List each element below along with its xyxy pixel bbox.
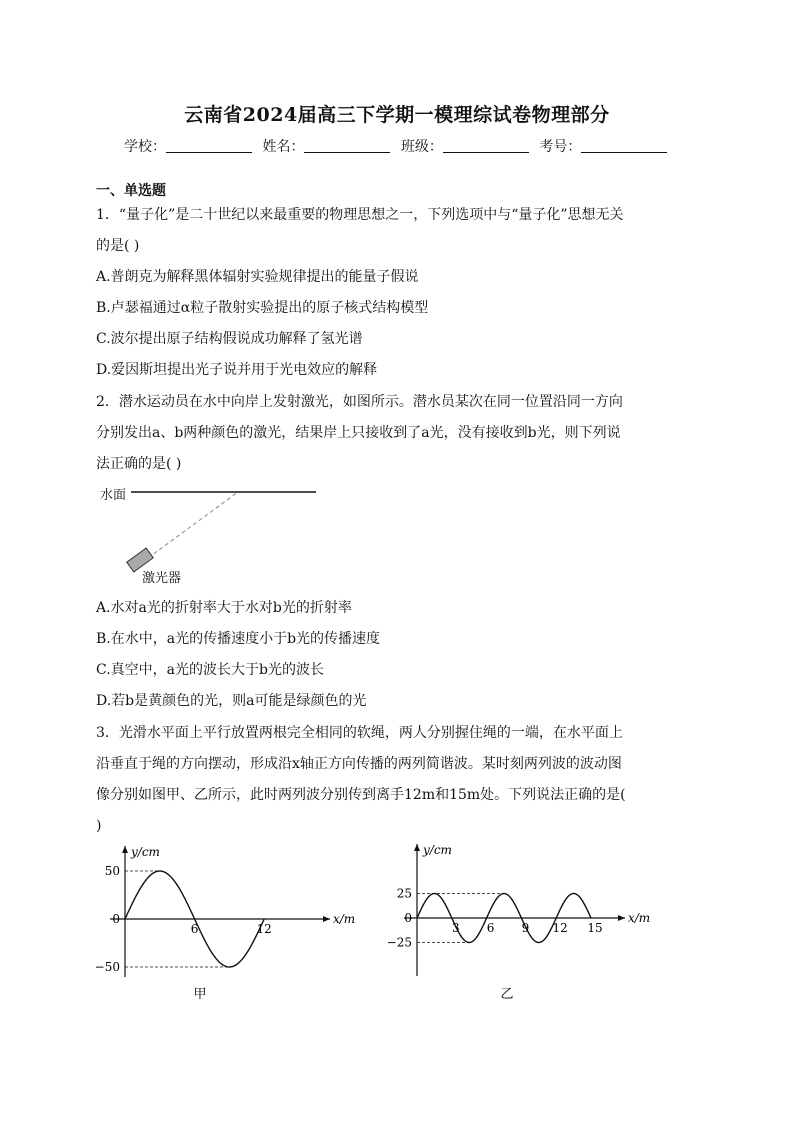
q2-stem-line3: 法正确的是( ) — [96, 456, 182, 472]
x-tick-label: 3 — [451, 921, 460, 935]
q1-option-d: D.爱因斯坦提出光子说并用于光电效应的解释 — [96, 362, 378, 378]
x-axis-arrow — [323, 916, 330, 922]
y-tick-label: −50 — [94, 960, 120, 974]
y-tick-label: 25 — [396, 886, 412, 901]
figure-caption: 乙 — [500, 987, 514, 1002]
class-label: 班级： — [400, 139, 443, 155]
q1-option-a: A.普朗克为解释黑体辐射实验规律提出的能量子假说 — [96, 269, 419, 285]
x-tick-label: 6 — [486, 921, 495, 935]
q1-stem-line2: 的是( ) — [96, 238, 140, 254]
q2-option-a: A.水对a光的折射率大于水对b光的折射率 — [96, 600, 352, 616]
y-tick-label: −25 — [386, 935, 412, 950]
name-label: 姓名： — [262, 139, 305, 155]
q3-stem-line4: ) — [96, 818, 102, 834]
x-axis-arrow — [618, 915, 625, 921]
student-info-line — [124, 136, 673, 156]
q1-stem-line1: 1．“量子化”是二十世纪以来最重要的物理思想之一，下列选项中与“量子化”思想无关 — [96, 207, 624, 223]
x-tick-label: 6 — [190, 922, 199, 936]
y-tick-label: 50 — [104, 864, 120, 878]
section-title: 一、单选题 — [96, 183, 166, 199]
y-axis-label: y/cm — [131, 845, 160, 859]
exam-no-blank — [581, 138, 667, 153]
water-surface-label: 水面 — [100, 488, 127, 503]
x-tick-label: 12 — [552, 921, 568, 935]
q1-option-b: B.卢瑟福通过α粒子散射实验提出的原子核式结构模型 — [96, 300, 429, 316]
x-tick-label: 9 — [521, 921, 530, 935]
y-tick-label: 0 — [404, 911, 412, 925]
y-axis-label: y/cm — [423, 843, 452, 857]
x-tick-label: 12 — [256, 922, 272, 936]
q2-stem-line1: 2．潜水运动员在水中向岸上发射激光，如图所示。潜水员某次在同一位置沿同一方向 — [96, 394, 623, 410]
y-tick-label: 0 — [112, 912, 120, 926]
exam-no-label: 考号： — [539, 139, 582, 155]
q2-option-d: D.若b是黄颜色的光，则a可能是绿颜色的光 — [96, 693, 367, 709]
y-axis-arrow — [414, 844, 420, 851]
x-tick-label: 15 — [587, 921, 603, 935]
page-title: 云南省2024届高三下学期一模理综试卷物理部分 — [184, 104, 610, 126]
q3-stem-line2: 沿垂直于绳的方向摆动，形成沿x轴正方向传播的两列简谐波。某时刻两列波的波动图 — [96, 756, 622, 772]
name-blank — [304, 138, 390, 153]
school-label: 学校： — [124, 139, 166, 155]
class-blank — [443, 138, 529, 153]
q2-option-c: C.真空中，a光的波长大于b光的波长 — [96, 662, 324, 678]
q2-stem-line2: 分别发出a、b两种颜色的激光，结果岸上只接收到了a光，没有接收到b光，则下列说 — [96, 425, 621, 441]
q3-stem-line3: 像分别如图甲、乙所示，此时两列波分别传到离手12m和15m处。下列说法正确的是( — [96, 787, 626, 803]
wave-chart-jia — [90, 840, 356, 1010]
q2-option-b: B.在水中，a光的传播速度小于b光的传播速度 — [96, 631, 381, 647]
x-axis-label: x/m — [333, 912, 356, 926]
school-blank — [166, 138, 252, 153]
x-axis-label: x/m — [628, 911, 651, 925]
wave-chart-yi — [386, 840, 660, 1010]
q3-stem-line1: 3．光滑水平面上平行放置两根完全相同的软绳，两人分别握住绳的一端，在水平面上 — [96, 725, 623, 741]
q1-option-c: C.波尔提出原子结构假说成功解释了氢光谱 — [96, 331, 363, 347]
y-axis-arrow — [122, 846, 128, 853]
figure-caption: 甲 — [193, 987, 207, 1002]
laser-device-label: 激光器 — [142, 571, 182, 586]
laser-beam — [148, 492, 238, 558]
